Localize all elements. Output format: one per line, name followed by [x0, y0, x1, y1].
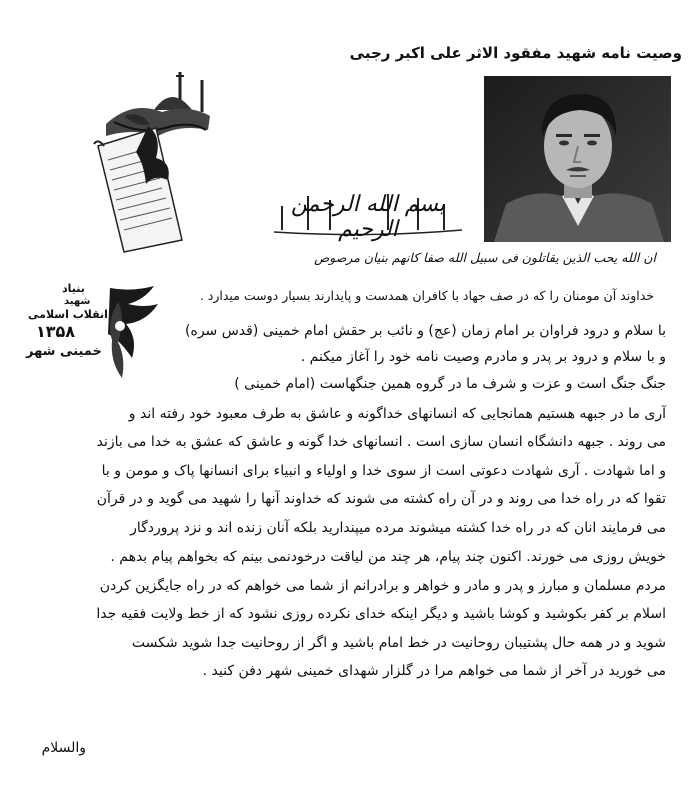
emblem-line-2: شهید — [64, 296, 91, 307]
body-line: آری ما در جبهه هستیم همانجایی که انسانهای خداگونه و عاشق به طرف معبود خود رفته اند و — [128, 406, 666, 422]
body-line: می فرمایند انان که در راه خدا کشته میشوند مرده میپندارید بلکه آنان زنده اند و نزد پروردگار — [130, 520, 666, 536]
body-line: اسلام بر کفر بکوشید و کوشا باشید و دیگر اینکه خدای نکرده روزی نشود که از خط ولایت فقیه جدا — [96, 606, 666, 622]
body-line: می خورید در آخر از شما می خواهم مرا در گلزار شهدای خمینی شهر دفن کنید . — [202, 663, 666, 679]
emblem-line-1: بنیاد — [62, 282, 85, 295]
body-line: با سلام و درود فراوان بر امام زمان (عج) و نائب بر حقش امام خمینی (قدس سره) — [185, 323, 666, 339]
body-line: شوید و در همه حال پشتیبان روحانیت در خط امام باشید و اگر از روحانیت جدا شوید شکست — [131, 635, 666, 651]
body-line: و با سلام و درود بر پدر و مادرم وصیت نامه خود را آغاز میکنم . — [300, 349, 666, 365]
body-line: خداوند آن مومنان را که در صف جهاد با کافران همدست و پایدارند بسیار دوست میدارد . — [199, 288, 654, 303]
emblem-line-5: خمینی شهر — [26, 344, 102, 359]
closing-salutation: والسلام — [41, 740, 86, 756]
body-line: مردم مسلمان و مبارز و پدر و مادر و خواهر و برادرانم از شما می خواهم که در راه جایگزین کردن — [99, 578, 666, 594]
bismillah-text: بسم الله الرحمن الرحیم — [290, 192, 446, 242]
emblem-line-4: ۱۳۵۸ — [36, 322, 76, 341]
emblem-line-3: انقلاب اسلامی — [28, 308, 108, 321]
body-line: تقوا که در راه خدا می روند و در آن راه کشته می شوند که خداوند آنها را شهید می گوید و در قرآن — [96, 491, 666, 507]
document-title: وصیت نامه شهید مفقود الاثر علی اکبر رجبی — [349, 44, 682, 62]
body-line: و اما شهادت . آری شهادت دعوتی است از سوی خدا و اولیاء و انبیاء برای انسانها پاک و مومن و با — [101, 463, 666, 479]
body-line: خویش روزی می خورند. اکنون چند پیام، هر چند من لیاقت درخودنمی بینم که بخواهم پیام بدهم . — [110, 549, 666, 565]
body-line: می روند . جبهه دانشگاه انسان سازی است . انسانهای خدا گونه و عاشق که عشق به خدا می بازند — [96, 434, 666, 450]
body-line: جنگ جنگ است و عزت و شرف ما در گروه همین جنگهاست (امام خمینی ) — [234, 376, 666, 392]
quran-verse: ان الله یحب الذین یقاتلون فی سبیل الله صفا کانهم بنیان مرصوص — [314, 250, 656, 265]
